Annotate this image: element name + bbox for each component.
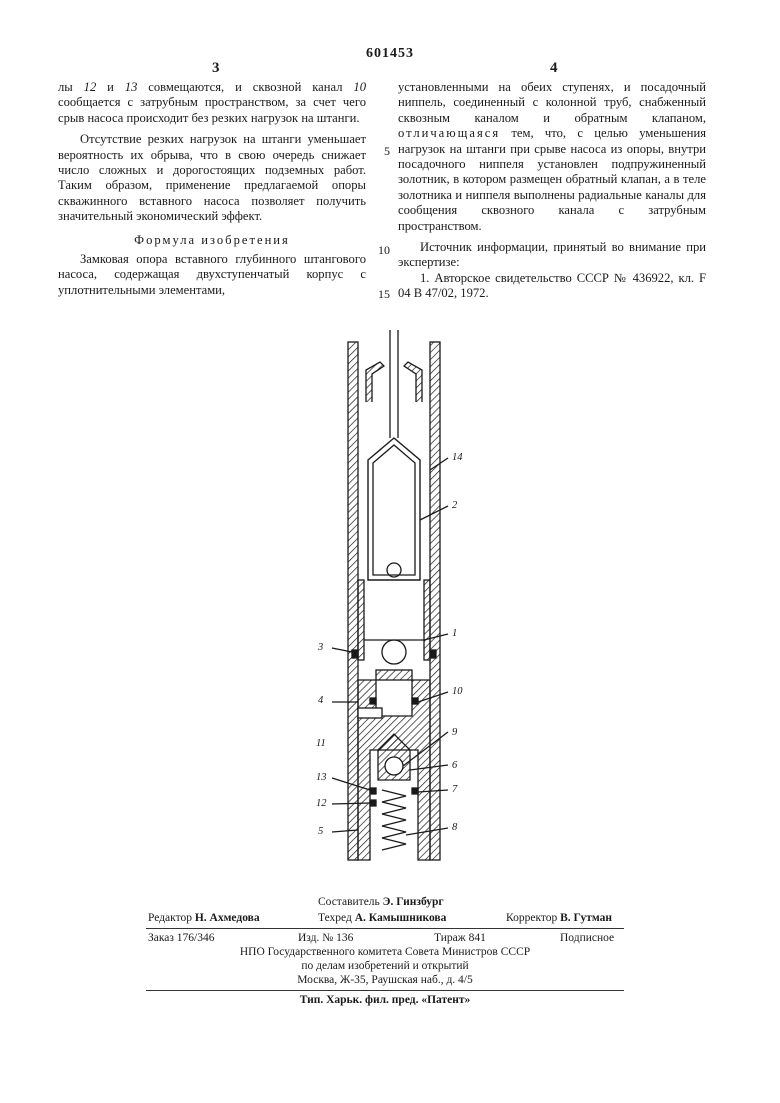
seal-7 (412, 788, 418, 794)
guide-finger-right (404, 362, 422, 402)
left-paragraph-2: Отсутствие резких нагрузок на штанги уменьшает вероятность их обрыва, что в свою очередь снижает число сложных и дорогостоящих подземных работ. Таким образом, применение предлагаемой опоры скважинного вставного насоса позволяет получить значительный экономический эффект. (58, 132, 366, 224)
publisher-line-2: по делам изобретений и открытий (301, 960, 469, 972)
figure-label-14: 14 (452, 452, 463, 463)
source-1: 1. Авторское свидетельство СССР № 436922, кл. F 04 B 47/02, 1972. (398, 270, 706, 301)
seal-10-right (412, 698, 418, 704)
seal-12 (370, 800, 376, 806)
figure-label-7: 7 (452, 784, 458, 795)
circulation: Тираж 841 (434, 932, 486, 944)
figure-label-4: 4 (318, 695, 324, 706)
figure-label-2: 2 (452, 500, 458, 511)
seal-13 (370, 788, 376, 794)
seal-3-left (352, 650, 358, 658)
edition-number: Изд. № 136 (298, 932, 354, 944)
seal-3-right (430, 650, 436, 658)
figure-label-6: 6 (452, 760, 458, 771)
figure-label-1: 1 (452, 628, 458, 639)
publisher-line-3: Москва, Ж-35, Раушская наб., д. 4/5 (297, 974, 473, 986)
formula-heading: Формула изобретения (134, 232, 290, 247)
publisher-line-1: НПО Государственного комитета Совета Министров СССР (239, 946, 531, 958)
credits-rule-top (146, 928, 624, 929)
sources-heading: Источник информации, принятый во внимание при экспертизе: (398, 240, 706, 270)
plunger-inner (373, 445, 415, 575)
line-number-5: 5 (384, 144, 390, 158)
figure-label-8: 8 (452, 822, 458, 833)
nipple-shoulder (376, 670, 412, 680)
printer: Тип. Харьк. фил. пред. «Патент» (299, 994, 471, 1006)
claim-text: Замковая опора вставного глубинного штангового насоса, содержащая двухступенчатый корпус с уплотнительными элементами, (58, 252, 366, 297)
claim-continued: установленными на обеих ступенях, и посадочный ниппель, соединенный с колонной труб, снабженный сквозным каналом и обратным клапаном, отличающаяся тем, что, с целью уменьшения нагрузок на штанги при срыве насоса из опоры, внутри посадочного ниппеля установлен подпружиненный золотник, в котором размещен обратный клапан, а в теле золотника и ниппеля выполнены радиальные каналы для сообщения сквозного канала с затрубным пространством. (398, 80, 706, 233)
techred: Техред А. Камышникова (318, 912, 447, 924)
right-column (398, 80, 706, 302)
figure-label-11: 11 (316, 738, 326, 749)
seal-10-left (370, 698, 376, 704)
figure-label-3: 3 (318, 642, 324, 653)
radial-channel-11 (358, 708, 382, 718)
inner-tube-left (358, 580, 364, 660)
figure-label-12: 12 (316, 798, 327, 809)
patent-number: 601453 (366, 46, 414, 61)
casing-right-wall (430, 342, 440, 860)
inner-tube-right (424, 580, 430, 660)
figure-label-13: 13 (316, 772, 327, 783)
credits-rule-bottom (146, 990, 624, 991)
right-column-number: 4 (550, 60, 558, 76)
figure-label-10: 10 (452, 686, 463, 697)
check-valve-ball (385, 757, 403, 775)
guide-finger-left (366, 362, 384, 402)
compiler: Составитель Э. Гинзбург (318, 896, 444, 908)
spool-spring (382, 790, 406, 850)
figure-label-9: 9 (452, 727, 458, 738)
line-number-10: 10 (378, 243, 390, 257)
figure-label-5: 5 (318, 826, 324, 837)
left-column-number: 3 (212, 60, 220, 76)
subscription: Подписное (560, 932, 615, 944)
plunger-body (368, 438, 420, 580)
left-continuation: лы 12 и 13 совмещаются, и сквозной канал 10 сообщается с затрубным пространством, за счет чего срыв насоса происходит без резких нагрузок на штанги. (58, 80, 366, 125)
left-column (58, 80, 366, 298)
order-number: Заказ 176/346 (148, 932, 215, 944)
editor: Редактор Н. Ахмедова (148, 912, 260, 924)
line-number-15: 15 (378, 287, 390, 301)
corrector: Корректор В. Гутман (506, 912, 612, 924)
main-ball-valve (382, 640, 406, 664)
casing-left-wall (348, 342, 358, 860)
